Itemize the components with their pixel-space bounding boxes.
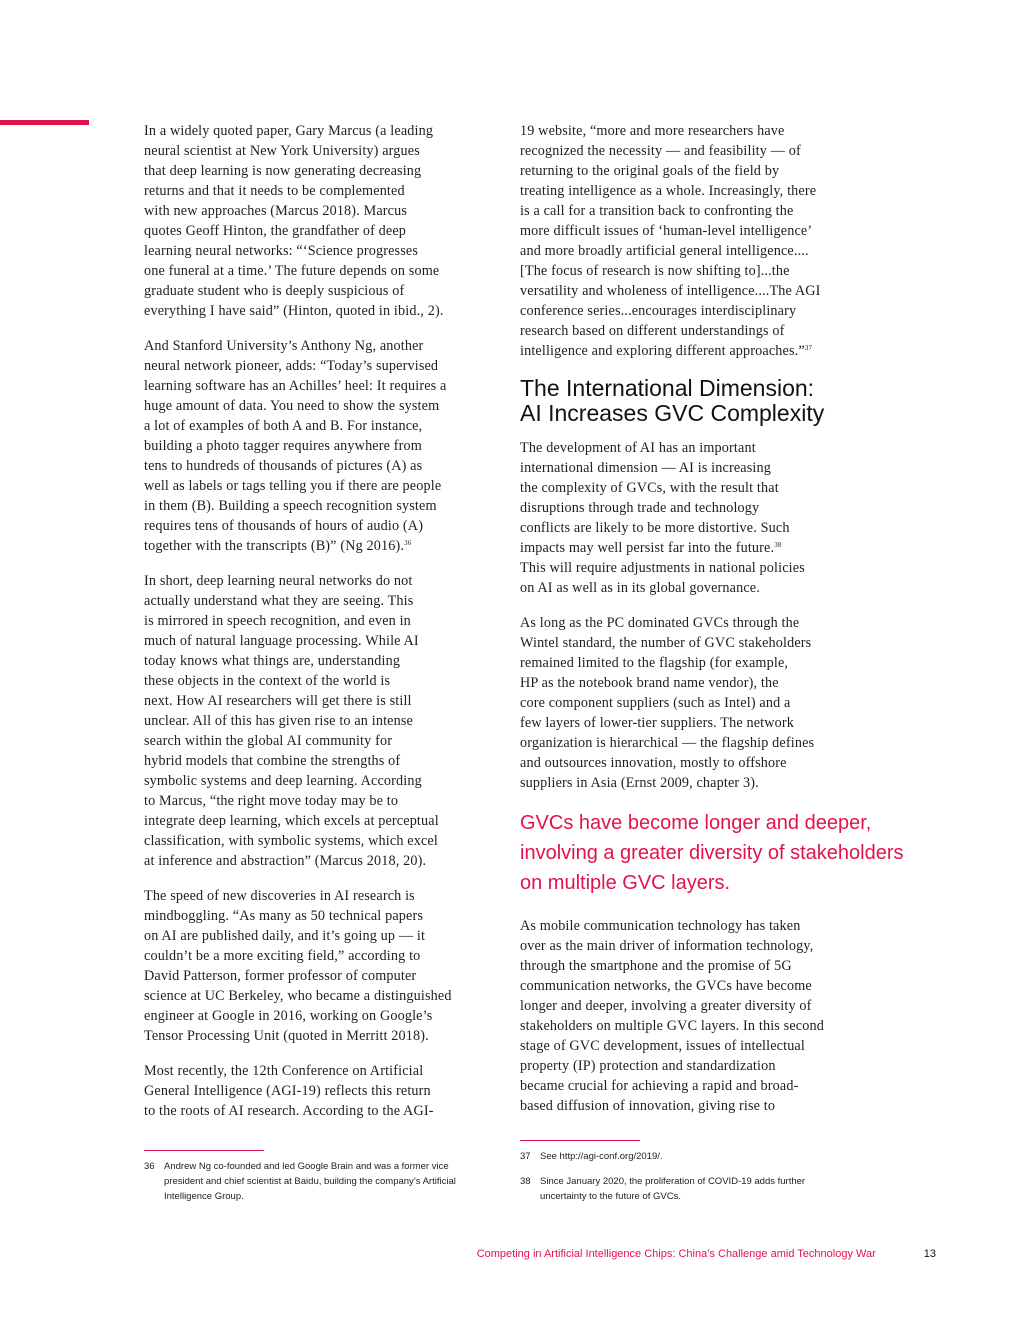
footnote-number: 36 [144, 1161, 155, 1172]
body-paragraph: The speed of new discoveries in AI research is mindboggling. “As many as 50 technical papers on AI are published daily, and it’s going up — it couldn’t be a more exciting field,” according to David Patterson, former professor of computer science at UC Berkeley, who became a distinguished engineer at Google in 2016, working on Google’s Tensor Processing Unit (quoted in Merritt 2018). [144, 888, 452, 1044]
footnote-divider [520, 1140, 640, 1141]
body-paragraph: Most recently, the 12th Conference on Artificial General Intelligence (AGI-19) reflects this return to the roots of AI research. According to the AGI- [144, 1063, 434, 1119]
footnote-text: Andrew Ng co-founded and led Google Brain and was a former vice president and chief scientist at Baidu, building the company’s Artificial Intelligence Group. [164, 1161, 456, 1202]
footnotes-right [520, 1149, 860, 1210]
body-paragraph: As long as the PC dominated GVCs through the Wintel standard, the number of GVC stakeholders remained limited to the flagship (for example, HP as the notebook brand name vendor), the core component suppliers (such as Intel) and a few layers of lower-tier suppliers. The network organization is hierarchical — the flagship defines and outsources innovation, mostly to offshore suppliers in Asia (Ernst 2009, chapter 3). [520, 615, 815, 791]
body-paragraph: The development of AI has an important international dimension — AI is increasing the complexity of GVCs, with the result that disruptions through trade and technology conflicts are likely to be more distortive. Such impacts may well persist far into the future.$^{38}$ This will require adjustments in national policies on AI as well as in its global governance. [520, 440, 805, 596]
footnote-ref[interactable]: 37 [804, 344, 813, 352]
body-paragraph: In short, deep learning neural networks do not actually understand what they are seeing. This is mirrored in speech recognition, and even in much of natural language processing. While AI today knows what things are, understanding these objects in the context of the world is next. How AI researchers will get there is still unclear. All of this has given rise to an intense search within the global AI community for hybrid models that combine the strengths of symbolic systems and deep learning. According to Marcus, “the right move today may be to integrate deep learning, which excels at perceptual classification, with symbolic systems, which excel at inference and abstraction” (Marcus 2018, 20). [144, 573, 439, 869]
body-paragraph: And Stanford University’s Anthony Ng, another neural network pioneer, adds: “Today’s supervised learning software has an Achilles’ heel: It requires a huge amount of data. You need to show the system a lot of examples of both A and B. For instance, building a photo tagger requires anywhere from tens to hundreds of thousands of pictures (A) as well as labels or tags telling you if there are people in them (B). Building a speech recognition system requires tens of thousands of hours of audio (A) together with the transcripts (B)” (Ng 2016).$^{36}$ [144, 338, 447, 554]
footnote-ref[interactable]: 36 [404, 539, 412, 547]
footnote-text: Since January 2020, the proliferation of COVID-19 adds further uncertainty to the future of GVCs. [540, 1176, 806, 1202]
footnote-ref[interactable]: 38 [774, 541, 782, 549]
accent-bar [0, 120, 89, 125]
footnote [520, 1174, 860, 1204]
page-footer [477, 1248, 936, 1260]
section-heading: The International Dimension: AI Increases GVC Complexity [520, 375, 825, 426]
footnote [144, 1159, 494, 1204]
body-paragraph: In a widely quoted paper, Gary Marcus (a leading neural scientist at New York University) argues that deep learning is now generating decreasing returns and that it needs to be complemented with new approaches (Marcus 2018). Marcus quotes Geoff Hinton, the grandfather of deep learning neural networks: “‘Science progresses one funeral at a time.’ The future depends on some graduate student who is deeply suspicious of everything I have said” (Hinton, quoted in ibid., 2). [144, 123, 444, 319]
footnote-number: 38 [520, 1176, 531, 1187]
right-column [520, 121, 920, 1131]
body-paragraph: As mobile communication technology has taken over as the main driver of information technology, through the smartphone and the promise of 5G communication networks, the GVCs have become longer and deeper, involving a greater diversity of stakeholders on multiple GVC layers. In this second stage of GVC development, issues of intellectual property (IP) protection and standardization became crucial for achieving a rapid and broad- based diffusion of innovation, giving rise to [520, 918, 824, 1114]
pull-quote: GVCs have become longer and deeper, involving a greater diversity of stakeholders on multiple GVC layers. [520, 812, 904, 894]
footnote-number: 37 [520, 1151, 531, 1162]
page-number: 13 [923, 1248, 936, 1260]
footnote-divider [144, 1150, 264, 1151]
body-paragraph: 19 website, “more and more researchers have recognized the necessity — and feasibility — of returning to the original goals of the field by treating intelligence as a whole. Increasingly, there is a call for a transition back to confronting the more difficult issues of ‘human-level intelligence’ and more broadly artificial general intelligence.... [The focus of research is now shifting to]...the versatility and wholeness of intelligence....The AGI conference series...encourages interdisciplinary research based on different understandings of intelligence and exploring different approaches.”$^{37}$ [520, 123, 821, 359]
footnotes-left [144, 1159, 494, 1210]
left-column [144, 121, 502, 1136]
footnote [520, 1149, 860, 1164]
footnote-text[interactable]: See http://agi-conf.org/2019/. [540, 1151, 663, 1162]
footer-title: Competing in Artificial Intelligence Chips: China’s Challenge amid Technology War [476, 1248, 876, 1260]
